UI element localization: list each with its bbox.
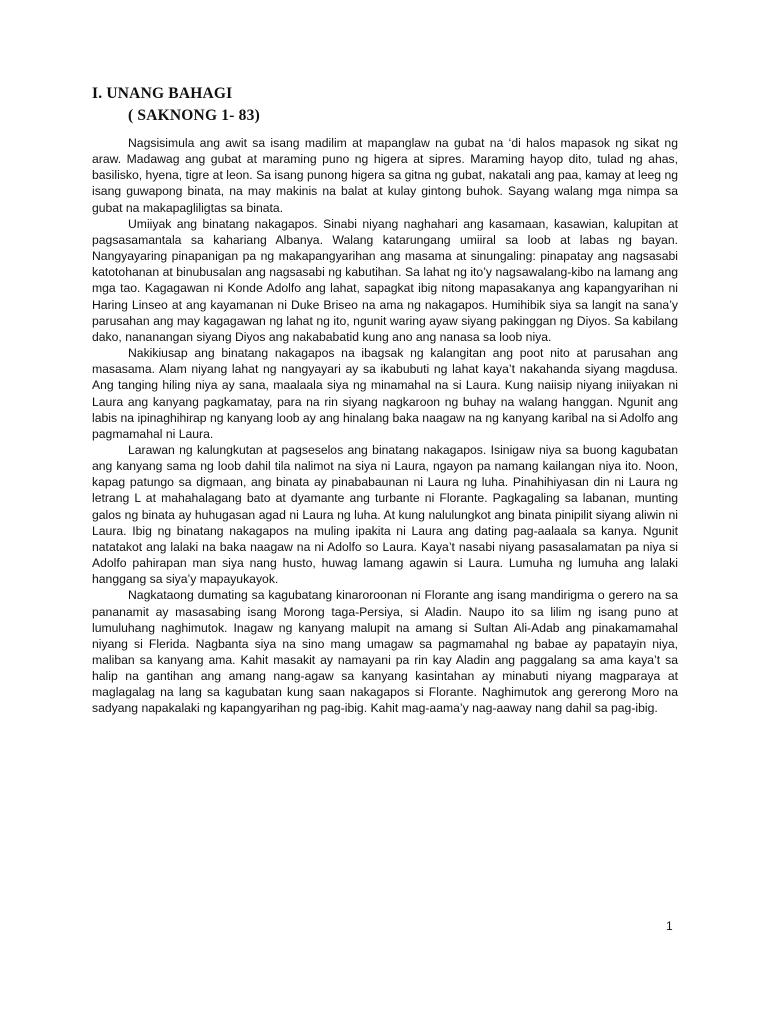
paragraph-1: Nagsisimula ang awit sa isang madilim at mapanglaw na gubat na ‘di halos mapasok ng sikat ng araw. Madawag ang gubat at maraming puno ng higera at sipres. Maraming hayop dito, tulad ng ahas, basilisko, hyena, tigre at leon. Sa isang punong higera sa gitna ng gubat, nakatali ang paa, kamay at leeg ng isang guwapong binata, na may makinis na balat at kulay gintong buhok. Sayang walang mga nimpa sa gubat na makapagliligtas sa binata.: [92, 136, 678, 215]
document-page: [92, 84, 678, 717]
paragraph-5: Nagkataong dumating sa kagubatang kinaroroonan ni Florante ang isang mandirigma o gerero na sa pananamit ay masasabing isang Morong taga-Persiya, si Aladin. Naupo ito sa lilim ng isang puno at lumuluhang naghimutok. Inagaw ng kanyang malupit na amang si Sultan Ali-Adab ang pinakamamahal niyang si Flerida. Nagbanta siya na sino mang umagaw sa pagmamahal ng babae ay papatayin niya, maliban sa kanyang ama. Kahit masakit ay namayani pa rin kay Aladin ang paggalang sa ama kaya’t sa halip na gantihan ang amang nang-agaw sa kanyang kasintahan ay minabuti niyang magparaya at maglagalag na lang sa kagubatan kung saan nakagapos si Florante. Naghimutok ang gererong Moro na sadyang napakalaki ng kapangyarihan ng pag-ibig. Kahit mag-aama’y nag-aaway nang dahil sa pag-ibig.: [92, 588, 678, 716]
section-subheading: ( SAKNONG 1- 83): [128, 107, 260, 124]
section-heading: I. UNANG BAHAGI: [92, 85, 233, 102]
paragraph-2: Umiiyak ang binatang nakagapos. Sinabi niyang naghahari ang kasamaan, kasawian, kalupitan at pagsasamantala sa kahariang Albanya. Walang katarungang umiiral sa loob at labas ng bayan. Nangyayaring pinapanigan pa ng makapangyarihan ang masama at sinungaling: pinapatay ang nagsasabi katotohanan at binubusalan ang nagsasabi ng kabutihan. Sa lahat ng ito’y nagsawalang-kibo na lamang ang mga tao. Kagagawan ni Konde Adolfo ang lahat, sapagkat ibig nitong mapasakanya ang kapangyarihan ni Haring Linseo at ang kayamanan ni Duke Briseo na ama ng nakagapos. Humihibik siya sa langit na sana’y parusahan ang may kagagawan ng lahat ng ito, ngunit waring ayaw siyang pakinggan ng Diyos. Sa kabilang dako, nananangan siyang Diyos ang nakababatid kung ano ang nanasa sa loob niya.: [92, 216, 678, 344]
document-body: [92, 135, 678, 717]
page-number: 1: [666, 919, 673, 933]
paragraph-3: Nakikiusap ang binatang nakagapos na ibagsak ng kalangitan ang poot nito at parusahan ang masasama. Alam niyang lahat ng nangyayari ay sa ikabubuti ng lahat kaya’t nakahanda siyang magdusa. Ang tanging hiling niya ay sana, maalaala siya ng minamahal na si Laura. Kung naiisip niyang iniiyakan ni Laura ang kanyang pagkamatay, para na rin siyang nagkaroon ng buhay na walang hanggan. Ngunit ang labis na ipinaghihirap ng kanyang loob ay ang hinalang baka naagaw na ng kanyang karibal na si Adolfo ang pagmamahal ni Laura.: [92, 346, 678, 441]
paragraph-4: Larawan ng kalungkutan at pagseselos ang binatang nakagapos. Isinigaw niya sa buong kagubatan ang kanyang sama ng loob dahil tila nalimot na siya ni Laura, ngayon pa namang kailangan niya ito. Noon, kapag patungo sa digmaan, ang binata ay pinababaunan ni Laura ng luha. Pinahihiyasan din ni Laura ng letrang L at mahahalagang bato at dyamante ang turbante ni Florante. Pagkagaling sa labanan, munting galos ng binata ay huhugasan agad ni Laura ng luha. At kung nalulungkot ang binata pinipilit siyang aliwin ni Laura. Ibig ng binatang nakagapos na muling ipakita ni Laura ang dating pag-aalaala sa kanya. Ngunit natatakot ang lalaki na baka naagaw na ni Adolfo so Laura. Kaya’t nasabi niyang pasasalamatan pa niya si Adolfo pahirapan man siya nang husto, huwag lamang agawin si Laura. Lumuha ng lumuha ang lalaki hanggang sa siya’y mapayukayok.: [92, 442, 678, 587]
